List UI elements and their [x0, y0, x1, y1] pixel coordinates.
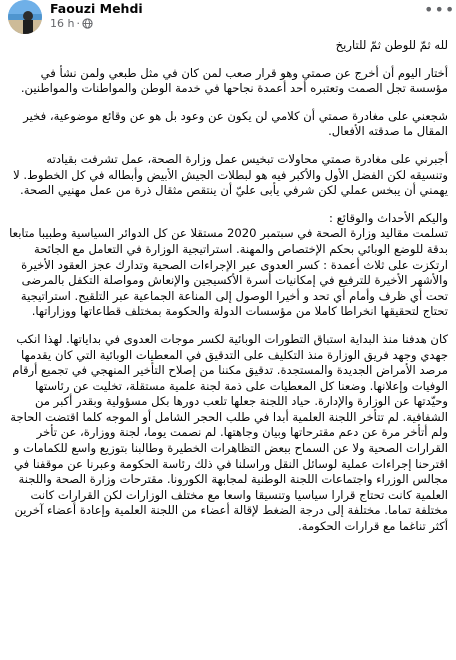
post-header: [8, 0, 456, 34]
author-avatar[interactable]: [8, 0, 42, 34]
post-paragraph: كان هدفنا منذ البداية استباق التطورات الوبائية لكسر موجات العدوى في بداياتها. لهذا انكب جهدي وجهد فريق الوزارة منذ التكليف على التدقيق في المعطيات الوبائية التي كان يقدمها مرصد الأمراض الجديدة والمستجدة. تدقيق مكننا من إصلاح التأخير المنهجي في تجميع أرقام الوفيات وإعلانها. وضعنا كل المعطيات على ذمة لجنة علمية مستقلة، تخليت عن رئاستها وحيّدتها عن الوزارة والإدارة. حياد اللجنة جعلها تلعب دورها بكل مسؤولية وبقدر أكبر من الشفافية. لم تتأخر اللجنة العلمية أبدا في طلب الحجر الشامل أو الموجه كلما اقتضت الحاجة ولم أتأخر مرة عن دعم مقترحاتها وبيان وجاهتها. لم نصمت يوما، لجنة ووزارة، عن تأخر القرارات الصحية ولا عن السماح ببعض التظاهرات الخطيرة وطالبنا بتوزيع واسع للكمامات و اقترحنا إجراءات عملية لوسائل النقل وراسلنا في ذلك رئاسة الحكومة وعبرنا عن موقفنا في مجالس الوزراء واجتماعات اللجنة الوطنية لمجابهة الكورونا. مقترحات وزارة الصحة واللجنة العلمية كانت تحتاج قرارا سياسيا وتنسيقا واسعا مع مختلف الوزارات لكن القرارات كانت مختلفة تماما. مختلفة إلى درجة الضغط لإقالة أعضاء من اللجنة العلمية وإعادة أعضاء آخرين أكثر تناغما مع قرارات الحكومة.: [10, 331, 448, 534]
post-body: [8, 38, 448, 547]
post-paragraph: شجعني على مغادرة صمتي أن كلامي لن يكون عن وعود بل هو عن وقائع موضوعية، فخير المقال ما صدقته الأفعال.: [23, 108, 448, 139]
author-name[interactable]: Faouzi Mehdi: [50, 1, 143, 16]
post-paragraph: لله ثمّ للوطن ثمّ للتاريخ: [335, 38, 448, 52]
more-options-icon[interactable]: •••: [424, 0, 456, 19]
post-time[interactable]: 16 h: [50, 17, 75, 30]
post-paragraph: أجبرني على مغادرة صمتي محاولات تبخيس عمل وزارة الصحة، عمل تشرفت بقيادته وتنسيقه لكن الفضل الأول والأكبر فيه هو لبطلات الجيش الأبيض وأبطاله في كل الخطوط. لا يهمني أن يبخس عملي لكن شرفي يأبى عليّ أن ينتقص مثقال ذرة من عمل مهنيي الصحة.: [13, 151, 448, 198]
avatar-photo-icon: [8, 0, 42, 34]
globe-icon[interactable]: [82, 18, 93, 32]
post-paragraph: أختار اليوم أن أخرج عن صمتي وهو قرار صعب لمن كان في مثل طبعي ولمن نشأ في مؤسسة تجل الصمت وتعتبره أحد أعمدة نجاحها في خدمة الوطن والمواطنات والمواطنين.: [20, 65, 448, 96]
post-meta: [50, 17, 93, 32]
meta-separator: ·: [76, 17, 80, 30]
post-paragraph: واليكم الأحداث والوقائع : تسلمت مقاليد وزارة الصحة في سبتمبر 2020 مستقلا عن كل الدوائر السياسية وطبيبا متابعا بدقة للوضع الوبائي بحكم الإختصاص والمهنة. استراتيجية الوزارة في التعامل مع الجائحة ارتكزت على ثلاث أعمدة : كسر العدوى عبر الإجراءات الصحية وتدارك عجز العقود الأخيرة والأشهر الأخيرة للترفيع في إمكانيات أسرة الأكسيجين والإنعاش ومواصلة التكفل بالمرضى تحت أي ظرف وأمام أي تحد و أخيرا الوصول إلى المناعة الجماعية عبر التلقيح. استراتيجية تحتاج لتحقيقها انخراطا كاملا من مؤسسات الدولة والحكومة بمختلف قطاعاتها ووزاراتها.: [9, 210, 448, 319]
